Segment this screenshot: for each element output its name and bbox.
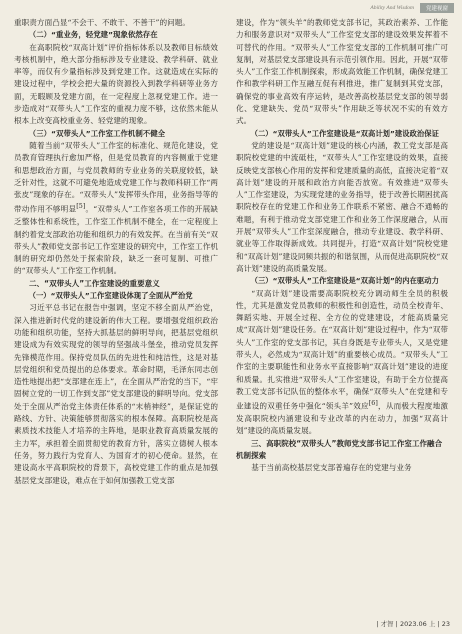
footer-line: | 才智 | 2023.06 上 | 23 xyxy=(376,620,450,628)
footer-issue: 2023.06 上 xyxy=(399,620,436,628)
subsection-heading: （二）“重业务，轻党建”现象依然存在 xyxy=(28,30,158,40)
right-text-column xyxy=(236,17,448,601)
left-text-column xyxy=(14,17,218,601)
paragraph-continued: 建设，作为“领头羊”的教师党支部书记，其政治素养、工作能力和服务意识对“双带头人”工作室党支部的建设效果发挥着不可替代的作用。“双带头人”工作室党支部的工作机制可推广可复制，对基层党支部建设具有示范引领作用。因此，开展“双带头人”工作室工作机制探索，形成高效能工作机制，确保党建工作和教学科研工作互融互促有利推进，推广复制到其党支部，确保党的事业高效有序运转，是改善高校基层党支部的领导弱化、党建缺失、党员“双带头”作用缺乏等状况不实的有效方式。 xyxy=(236,18,448,126)
paragraph: 习近平总书记在报告中强调，坚定不移全面从严治党，深入推进新时代党的建设新的伟大工程。要增强党组织政治功能和组织功能，坚持大抓基层的鲜明导向，把基层党组织建设成为有效实现党的领导的坚强战斗堡垒，推动党员发挥先锋模范作用。保持党员队伍的先进性和纯洁性，这是对基层党组织和党员提出的总体要求。革命时期，毛泽东同志创造性地提出把“支部建在连上”，在全面从严治党的当下，“牢固树立党的一切工作到支部”党支部建设的鲜明导向。党支部处于全面从严治党主体责任体系的“末梢神经”，是保证党的路线、方针、决策能够贯彻落实的根本保障。高职院校是高素质技术技能人才培养的主阵地，是职业教育高质量发展的主力军，承担着全面贯彻党的教育方针，落实立德树人根本任务，努力践行为党育人、为国育才的初心使命。显然，在建设高水平高职院校的背景下，高校党建工作的重点是加强基层党支部建设，难点在于如何加强教工党支部 xyxy=(14,303,218,485)
footer-page-number: 23 xyxy=(441,620,450,628)
subsection-heading: （三）“双带头人”工作室工作机制不健全 xyxy=(28,128,166,138)
subsection-heading: （一）“双带头人”工作室建设体现了全面从严治党 xyxy=(28,291,193,301)
paragraph: 在高职院校“双高计划”评价指标体系以及教师目标绩效考核机制中，绝大部分指标涉及专业建设、教学科研、就业率等，而仅有少量指标涉及到党建工作。这就造成在实际的建设过程中，学校会把大量的资源投入到教学科研等业务方面，无暇顾及党建方面，在一定程度上忽视党建工作。进一步造成对“双带头人”工作室的重视力度不够，这依然未能从根本上改变高校重业务、轻党建的现象。 xyxy=(14,42,218,126)
footer-journal: 才智 xyxy=(380,620,394,628)
paragraph-continued: 重职责方面凸显“不会干、不敢干、不善干”的问题。 xyxy=(14,18,191,27)
paragraph: “双高计划”建设需要高职院校充分调动师生全员的积极性，尤其是激发党员教师的积极性和创造性，动员全校青年、舞蹈实地、开展全过程、全方位的党建建设，才能高质量完成“双高计划”建设任务。在“双高计划”建设过程中，作为“双带头人”工作室的党支部书记，其自身既是专业带头人，又是党建带头人，必然成为“双高计划”的重要核心成员。“双带头人”工作室的主要职能性和业务水平直接影响“双高计划”建设的进度和质量。扎实推进“双带头人”工作室建设，有助于全方位提高教工党支部书记队伍的整体水平，确保“双带头人”在党建和专业建设的双重任务中强化“领头羊”效应[6]，从而极大程度地激发高职院校内涵建设和专业改革的内在动力，加强“双高计划”建设的高质量发展。 xyxy=(236,288,448,436)
subsection-heading: （三）“双带头人”工作室建设是“双高计划”的内在驱动力 xyxy=(250,276,439,286)
section-heading: 三、高职院校“双带头人”教师党支部书记工作室工作融合机制探索 xyxy=(236,438,443,460)
paragraph: 随着当前“双带头人”工作室的标准化、规范化建设，党员教育管理执行愈加严格，但是党员教育的内容侧重于党建和思想政治方面，与党员教师的专业业务的关联度较低，缺乏针对性，这就不可避免地造成党建工作与教师科研工作“两张皮”现象的存在。“双带头人”发挥带头作用，业务指导等的带动作用不够明显[5]。“双带头人”工作室各项工作的开展缺乏整体性和系统性，工作室工作机制不健全，在一定程度上制约着党支部政治功能和组织力的有效发挥。在当前有关“双带头人”教师党支部书记工作室建设的研究中，工作室工作机制的研究却仍然处于探索阶段，缺乏一套可复制、可推广的“双带头人”工作室工作机制。 xyxy=(14,140,218,276)
section-heading: 二、“双带头人”工作室建设的重要意义 xyxy=(29,278,160,288)
page-header xyxy=(0,0,462,15)
header-journal-name: Ability And Wisdom xyxy=(370,4,414,11)
subsection-heading: （二）“双带头人”工作室建设是“双高计划”建设政治保证 xyxy=(250,128,439,138)
paragraph: 党的建设是“双高计划”建设的核心内涵，教工党支部是高职院校党建的中流砥柱，“双带头人”工作室建设的效果，直接反映党支部核心作用的发挥和党建质量的高低，直接决定着“双高计划”建设的开展和政治方向能否放宽。有效推进“双带头人”工作室建设，为实现党建的业务指导，使于改善长期困扰高职院校存在的党建工作和业务工作联系不紧密、融合不通畅的难题，有利于推动党支部党建工作和业务工作深度融合，从而开展“双带头人”工作室深度融合，推动专业建设、教学科研、就业等工作取得新成效。共同提升，打造“双高计划”院校党建和“双高计划”建设同频共振的和谐氛围，从而促进高职院校“双高计划”建设的高质量发展。 xyxy=(236,140,448,273)
header-section-tab: 党建视窗 xyxy=(420,3,454,13)
page-footer xyxy=(0,614,462,634)
header-right xyxy=(370,3,454,12)
paragraph: 基于当前高校基层党支部普遍存在的党建与业务 xyxy=(251,463,412,473)
